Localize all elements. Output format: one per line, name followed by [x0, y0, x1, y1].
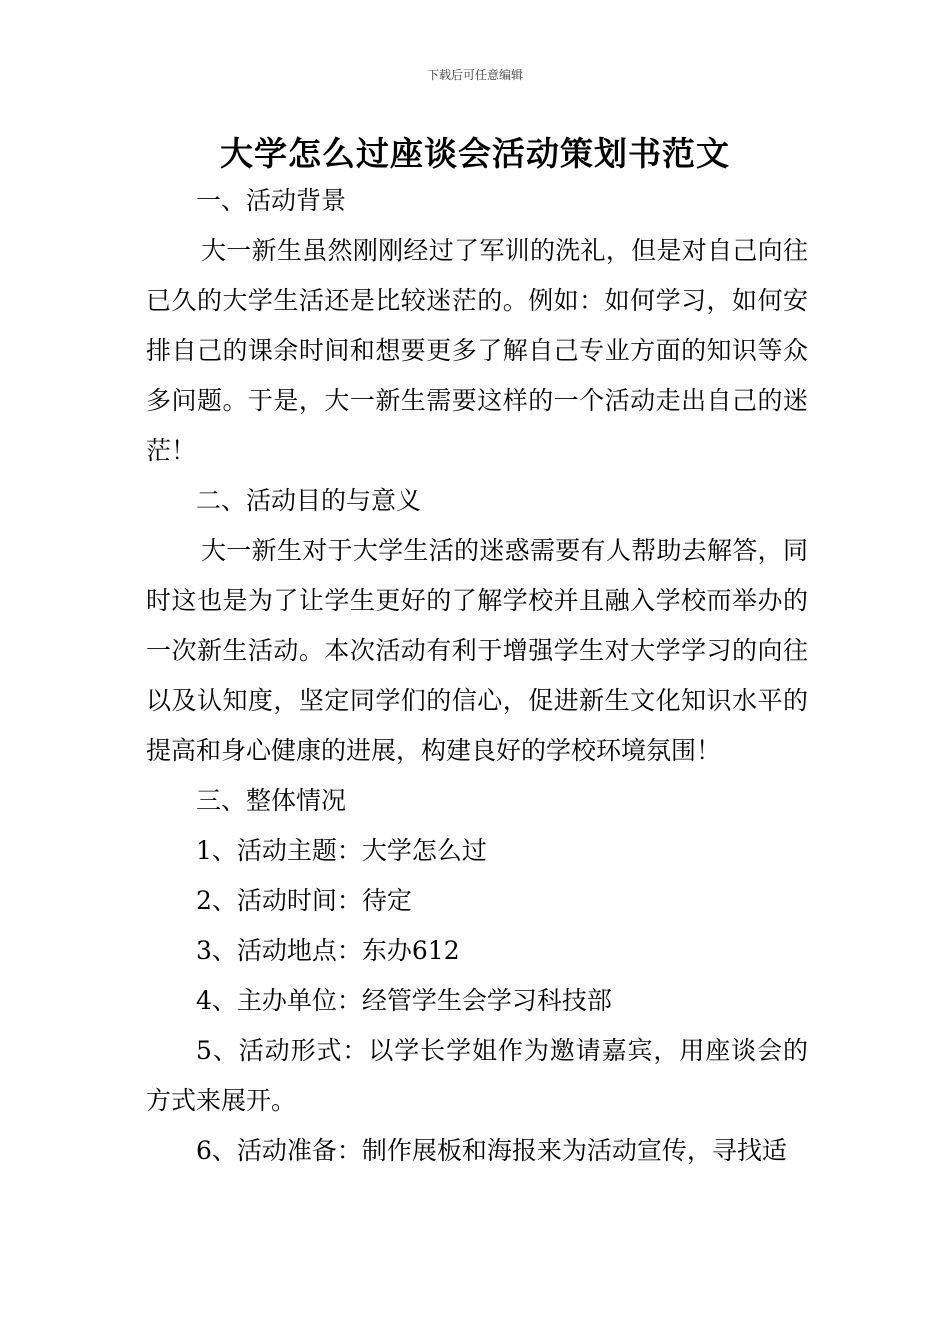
- list-item-theme: 1、活动主题：大学怎么过: [196, 836, 487, 865]
- page-header-note: 下载后可任意编辑: [426, 68, 523, 82]
- section-heading-purpose: 二、活动目的与意义: [196, 486, 422, 515]
- section-heading-background: 一、活动背景: [196, 186, 347, 215]
- list-item-location: 3、活动地点：东办612: [196, 936, 460, 965]
- document-title: 大学怎么过座谈会活动策划书范文: [220, 134, 730, 173]
- list-item-format: 5、活动形式：以学长学姐作为邀请嘉宾，用座谈会的方式来展开。: [146, 1036, 808, 1115]
- section-paragraph-background: 大一新生虽然刚刚经过了军训的洗礼，但是对自己向往已久的大学生活还是比较迷茫的。例如：如何学习，如何安排自己的课余时间和想要更多了解自己专业方面的知识等众多问题。于是，大一新生需要这样的一个活动走出自己的迷茫！: [146, 236, 808, 465]
- list-item-time: 2、活动时间：待定: [196, 886, 412, 915]
- section-paragraph-purpose: 大一新生对于大学生活的迷惑需要有人帮助去解答，同时这也是为了让学生更好的了解学校并且融入学校而举办的一次新生活动。本次活动有利于增强学生对大学学习的向往以及认知度，坚定同学们的信心，促进新生文化知识水平的提高和身心健康的进展，构建良好的学校环境氛围！: [146, 536, 808, 765]
- section-heading-overview: 三、整体情况: [196, 786, 347, 815]
- document-body: [146, 176, 808, 1176]
- list-item-organizer: 4、主办单位：经管学生会学习科技部: [196, 986, 612, 1015]
- list-item-preparation: 6、活动准备：制作展板和海报来为活动宣传，寻找适: [196, 1136, 787, 1165]
